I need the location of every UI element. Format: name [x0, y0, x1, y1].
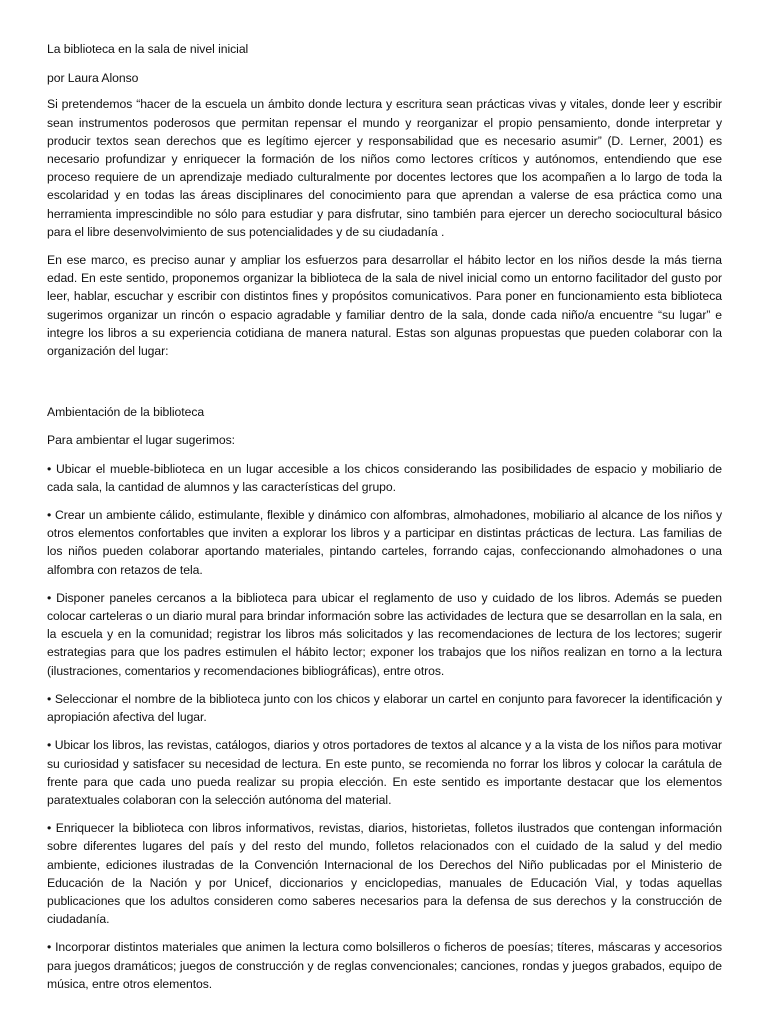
paragraph-intro: Si pretendemos “hacer de la escuela un ámbito donde lectura y escritura sean prácticas vivas y vitales, donde leer y escribir sean instrumentos poderosos que permitan repensar el mundo y reorganizar el propio pensamiento, donde interpretar y producir textos sean derechos que es legítimo ejercer y responsabilidad que es necesario asumir” (D. Lerner, 2001) es necesario profundizar y enriquecer la formación de los niños como lectores críticos y autónomos, entendiendo que ese proceso requiere de un aprendizaje mediado culturalmente por docentes lectores que los acompañen a lo largo de toda la escolaridad y en todas las áreas disciplinares del conocimiento para que aprendan a valerse de esa práctica como una herramienta imprescindible no sólo para estudiar y para disfrutar, sino también para ejercer un derecho sociocultural básico para el libre desenvolvimiento de sus potencialidades y de su ciudadanía . [47, 97, 722, 239]
suggestion-list [47, 460, 722, 993]
list-item: • Seleccionar el nombre de la biblioteca junto con los chicos y elaborar un cartel en conjunto para favorecer la identificación y apropiación afectiva del lugar. [47, 691, 722, 725]
list-item: • Disponer paneles cercanos a la biblioteca para ubicar el reglamento de uso y cuidado de los libros. Además se pueden colocar carteleras o un diario mural para brindar información sobre las actividades de lectura que se desarrollan en la sala, en la escuela y en la comunidad; registrar los libros más solicitados y las recomendaciones de lectura de los lectores; sugerir estrategias para que los padres estimulen el hábito lector; exponer los trabajos que los niños realizan en torno a la lectura (ilustraciones, comentarios y recomendaciones bibliográficas), entre otros. [47, 590, 722, 678]
list-item: • Incorporar distintos materiales que animen la lectura como bolsilleros o ficheros de poesías; títeres, máscaras y accesorios para juegos dramáticos; juegos de construcción y de reglas convencionales; canciones, rondas y juegos grabados, equipo de música, entre otros elementos. [47, 940, 722, 991]
section-title: Ambientación de la biblioteca [47, 405, 205, 420]
document-title: La biblioteca en la sala de nivel inicial [47, 42, 249, 56]
list-item: • Ubicar los libros, las revistas, catálogos, diarios y otros portadores de textos al alcance y a la vista de los niños para motivar su curiosidad y satisfacer su necesidad de lectura. En este punto, se recomienda no forrar los libros y colocar la carátula de frente para que cada uno pueda realizar su propia elección. En este sentido es importante destacar que los elementos paratextuales colaboran con la selección autónoma del material. [47, 738, 722, 807]
list-item: • Ubicar el mueble-biblioteca en un lugar accesible a los chicos considerando las posibilidades de espacio y mobiliario de cada sala, la cantidad de alumnos y las características del grupo. [47, 461, 722, 494]
document-author: por Laura Alonso [47, 71, 139, 86]
list-item: • Enriquecer la biblioteca con libros informativos, revistas, diarios, historietas, folletos ilustrados que contengan información sobre diferentes lugares del país y del resto del mundo, folletos relacionados con el cuidado de la salud y del medio ambiente, ediciones ilustradas de la Convención Internacional de los Derechos del Niño publicadas por el Ministerio de Educación de la Nación y por Unicef, diccionarios y enciclopedias, manuales de Educación Vial, y todas aquellas publicaciones que los adultos consideren como saberes necesarios para la defensa de sus derechos y la construcción de ciudadanía. [47, 821, 722, 927]
section-intro: Para ambientar el lugar sugerimos: [47, 433, 235, 448]
list-item: • Crear un ambiente cálido, estimulante, flexible y dinámico con alfombras, almohadones, mobiliario al alcance de los niños y otros elementos confortables que inviten a explorar los libros y a participar en distintas prácticas de lectura. Las familias de los niños pueden colaborar aportando materiales, pintando carteles, forrando cajas, confeccionando almohadones o una alfombra con retazos de tela. [47, 508, 722, 577]
paragraph-framework: En ese marco, es preciso aunar y ampliar los esfuerzos para desarrollar el hábito lector en los niños desde la más tierna edad. En este sentido, proponemos organizar la biblioteca de la sala de nivel inicial como un entorno facilitador del gusto por leer, hablar, escuchar y escribir con distintos fines y propósitos comunicativos. Para poner en funcionamiento esta biblioteca sugerimos organizar un rincón o espacio agradable y familiar dentro de la sala, donde cada niño/a encuentre “su lugar” e integre los libros a su experiencia cotidiana de manera natural. Estas son algunas propuestas que pueden colaborar con la organización del lugar: [47, 253, 722, 359]
